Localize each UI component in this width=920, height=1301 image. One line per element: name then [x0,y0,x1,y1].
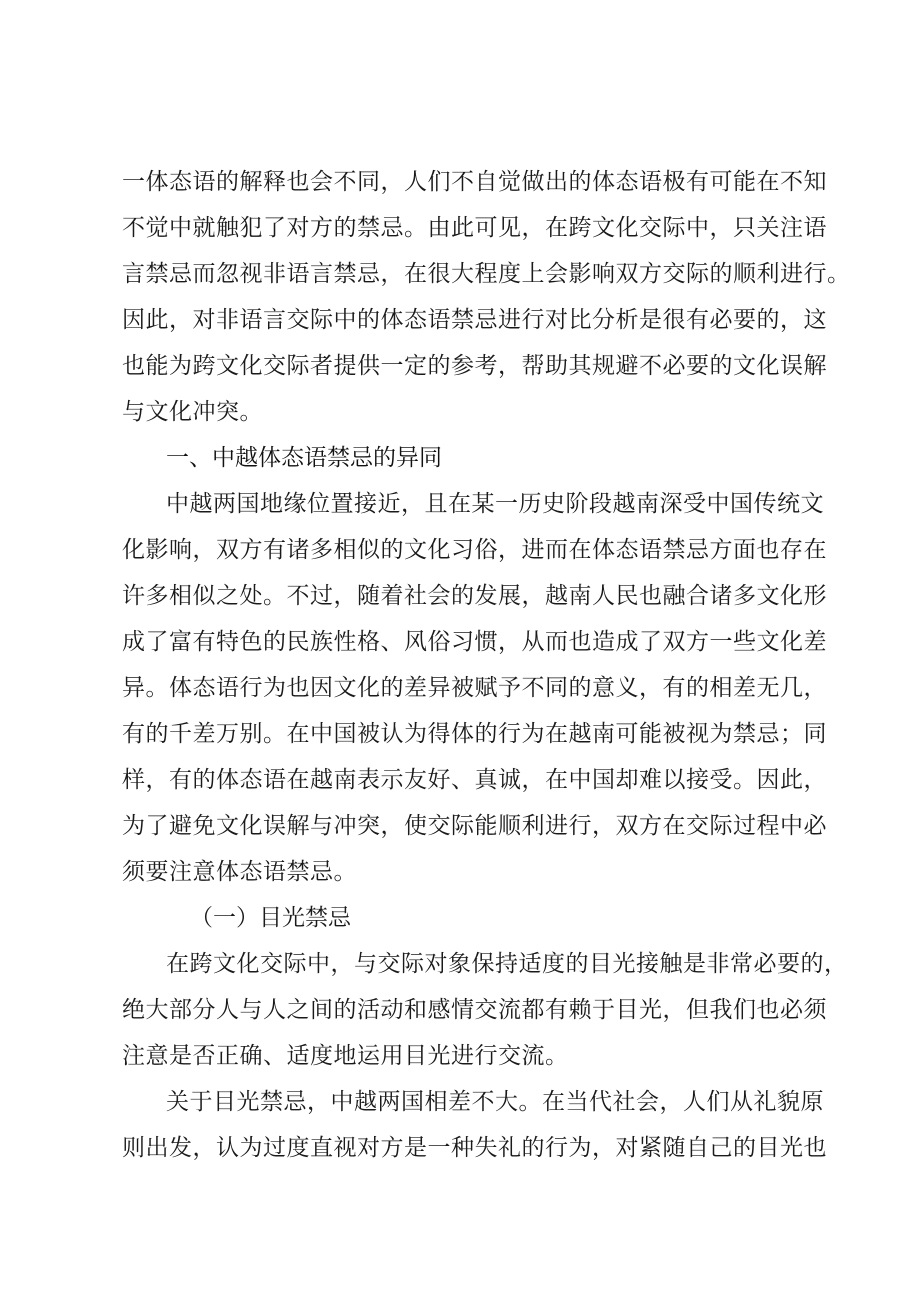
subsection-heading: （一）目光禁忌 [190,905,351,931]
para2-line-9: 须要注意体态语禁忌。 [122,859,357,885]
para2-line-6: 有的千差万别。在中国被认为得体的行为在越南可能被视为禁忌；同 [122,721,827,747]
para1-line-4: 因此，对非语言交际中的体态语禁忌进行对比分析是很有必要的，这 [122,307,827,333]
para2-line-7: 样，有的体态语在越南表示友好、真诚，在中国却难以接受。因此， [122,767,827,793]
para4-line-1: 关于目光禁忌，中越两国相差不大。在当代社会，人们从礼貌原 [166,1089,824,1115]
para1-line-5: 也能为跨文化交际者提供一定的参考，帮助其规避不必要的文化误解 [122,353,827,379]
para4-line-2: 则出发，认为过度直视对方是一种失礼的行为，对紧随自己的目光也 [122,1135,827,1161]
para3-line-2: 绝大部分人与人之间的活动和感情交流都有赖于目光，但我们也必须 [122,997,827,1023]
para1-line-2: 不觉中就触犯了对方的禁忌。由此可见，在跨文化交际中，只关注语 [122,215,827,241]
para3-line-1: 在跨文化交际中，与交际对象保持适度的目光接触是非常必要的， [166,951,848,977]
para2-line-4: 成了富有特色的民族性格、风俗习惯，从而也造成了双方一些文化差 [122,629,827,655]
para3-line-3: 注意是否正确、适度地运用目光进行交流。 [122,1043,569,1069]
para2-line-8: 为了避免文化误解与冲突，使交际能顺利进行，双方在交际过程中必 [122,813,827,839]
para2-line-1: 中越两国地缘位置接近，且在某一历史阶段越南深受中国传统文 [166,491,824,517]
para1-line-3: 言禁忌而忽视非语言禁忌，在很大程度上会影响双方交际的顺利进行。 [122,261,851,287]
section-heading: 一、中越体态语禁忌的异同 [166,445,442,471]
para2-line-2: 化影响，双方有诸多相似的文化习俗，进而在体态语禁忌方面也存在 [122,537,827,563]
para2-line-5: 异。体态语行为也因文化的差异被赋予不同的意义，有的相差无几， [122,675,827,701]
para1-line-6: 与文化冲突。 [122,399,263,425]
para1-line-1: 一体态语的解释也会不同，人们不自觉做出的体态语极有可能在不知 [122,169,827,195]
para2-line-3: 许多相似之处。不过，随着社会的发展，越南人民也融合诸多文化形 [122,583,827,609]
